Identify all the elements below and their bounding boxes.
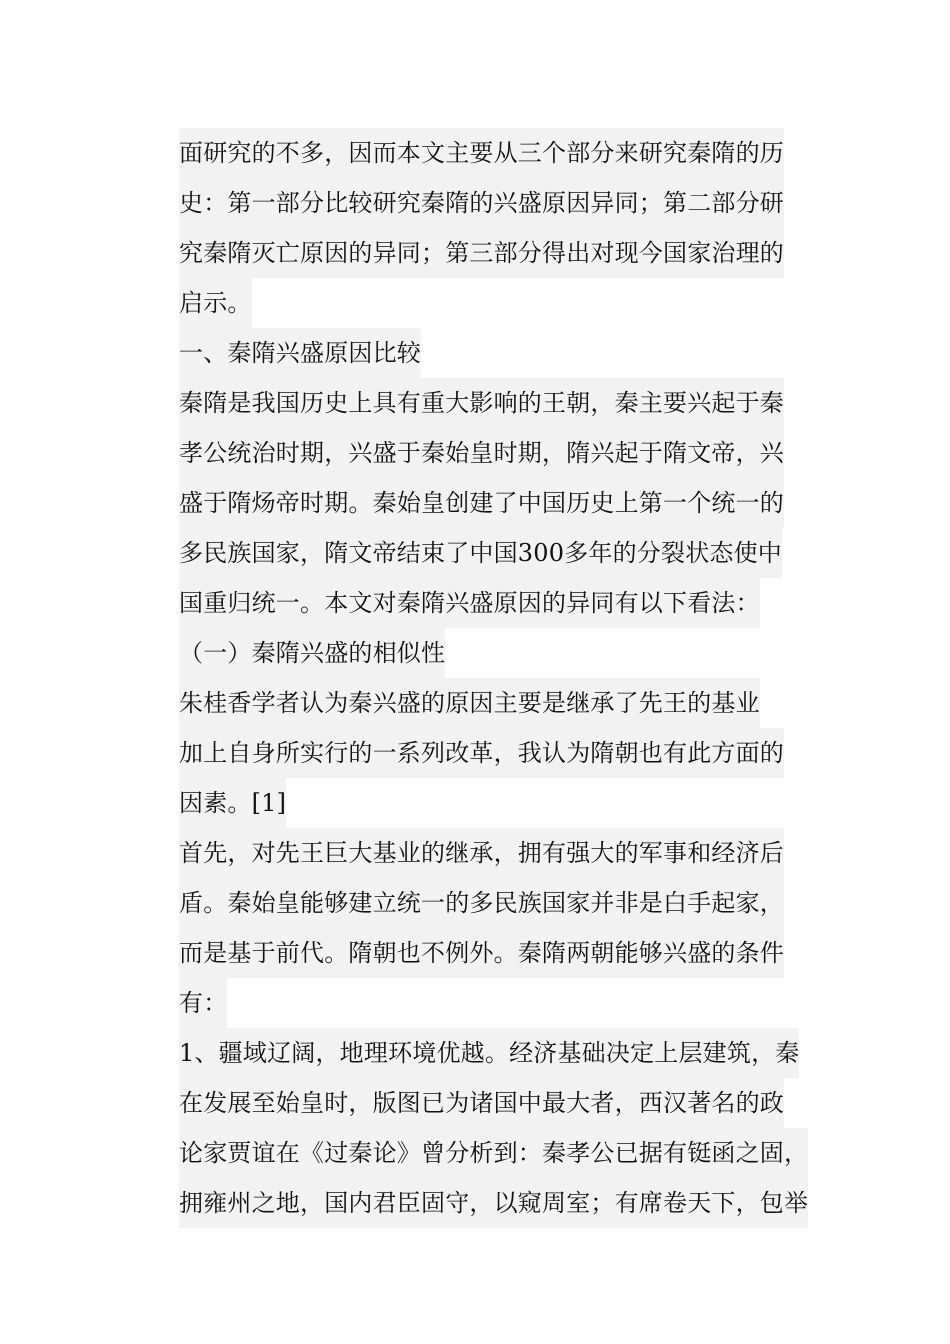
text-line: 面研究的不多，因而本文主要从三个部分来研究秦隋的历 xyxy=(179,128,809,178)
text-line: 在发展至始皇时，版图已为诸国中最大者，西汉著名的政 xyxy=(179,1078,809,1128)
text-line: 启示。 xyxy=(179,278,809,328)
text-line: 盛于隋炀帝时期。秦始皇创建了中国历史上第一个统一的 xyxy=(179,478,809,528)
text-line: 秦隋是我国历史上具有重大影响的王朝，秦主要兴起于秦 xyxy=(179,378,809,428)
document-body xyxy=(179,128,809,1228)
text-line: 朱桂香学者认为秦兴盛的原因主要是继承了先王的基业 xyxy=(179,678,809,728)
text-line: 多民族国家，隋文帝结束了中国300多年的分裂状态使中 xyxy=(179,528,809,578)
text-line: 盾。秦始皇能够建立统一的多民族国家并非是白手起家， xyxy=(179,878,809,928)
text-line: 1、疆域辽阔，地理环境优越。经济基础决定上层建筑，秦 xyxy=(179,1028,809,1078)
text-line: 首先，对先王巨大基业的继承，拥有强大的军事和经济后 xyxy=(179,828,809,878)
section-heading: 一、秦隋兴盛原因比较 xyxy=(179,328,809,378)
text-line: 加上自身所实行的一系列改革，我认为隋朝也有此方面的 xyxy=(179,728,809,778)
text-line: 有： xyxy=(179,978,809,1028)
text-line: 因素。[1] xyxy=(179,778,809,828)
text-line: 拥雍州之地，国内君臣固守，以窥周室；有席卷天下，包举 xyxy=(179,1178,809,1228)
subsection-heading: （一）秦隋兴盛的相似性 xyxy=(179,628,809,678)
text-line: 国重归统一。本文对秦隋兴盛原因的异同有以下看法： xyxy=(179,578,809,628)
text-line: 史：第一部分比较研究秦隋的兴盛原因异同；第二部分研 xyxy=(179,178,809,228)
text-line: 而是基于前代。隋朝也不例外。秦隋两朝能够兴盛的条件 xyxy=(179,928,809,978)
text-line: 究秦隋灭亡原因的异同；第三部分得出对现今国家治理的 xyxy=(179,228,809,278)
text-line: 论家贾谊在《过秦论》曾分析到：秦孝公已据有铤函之固， xyxy=(179,1128,809,1178)
text-line: 孝公统治时期，兴盛于秦始皇时期，隋兴起于隋文帝，兴 xyxy=(179,428,809,478)
